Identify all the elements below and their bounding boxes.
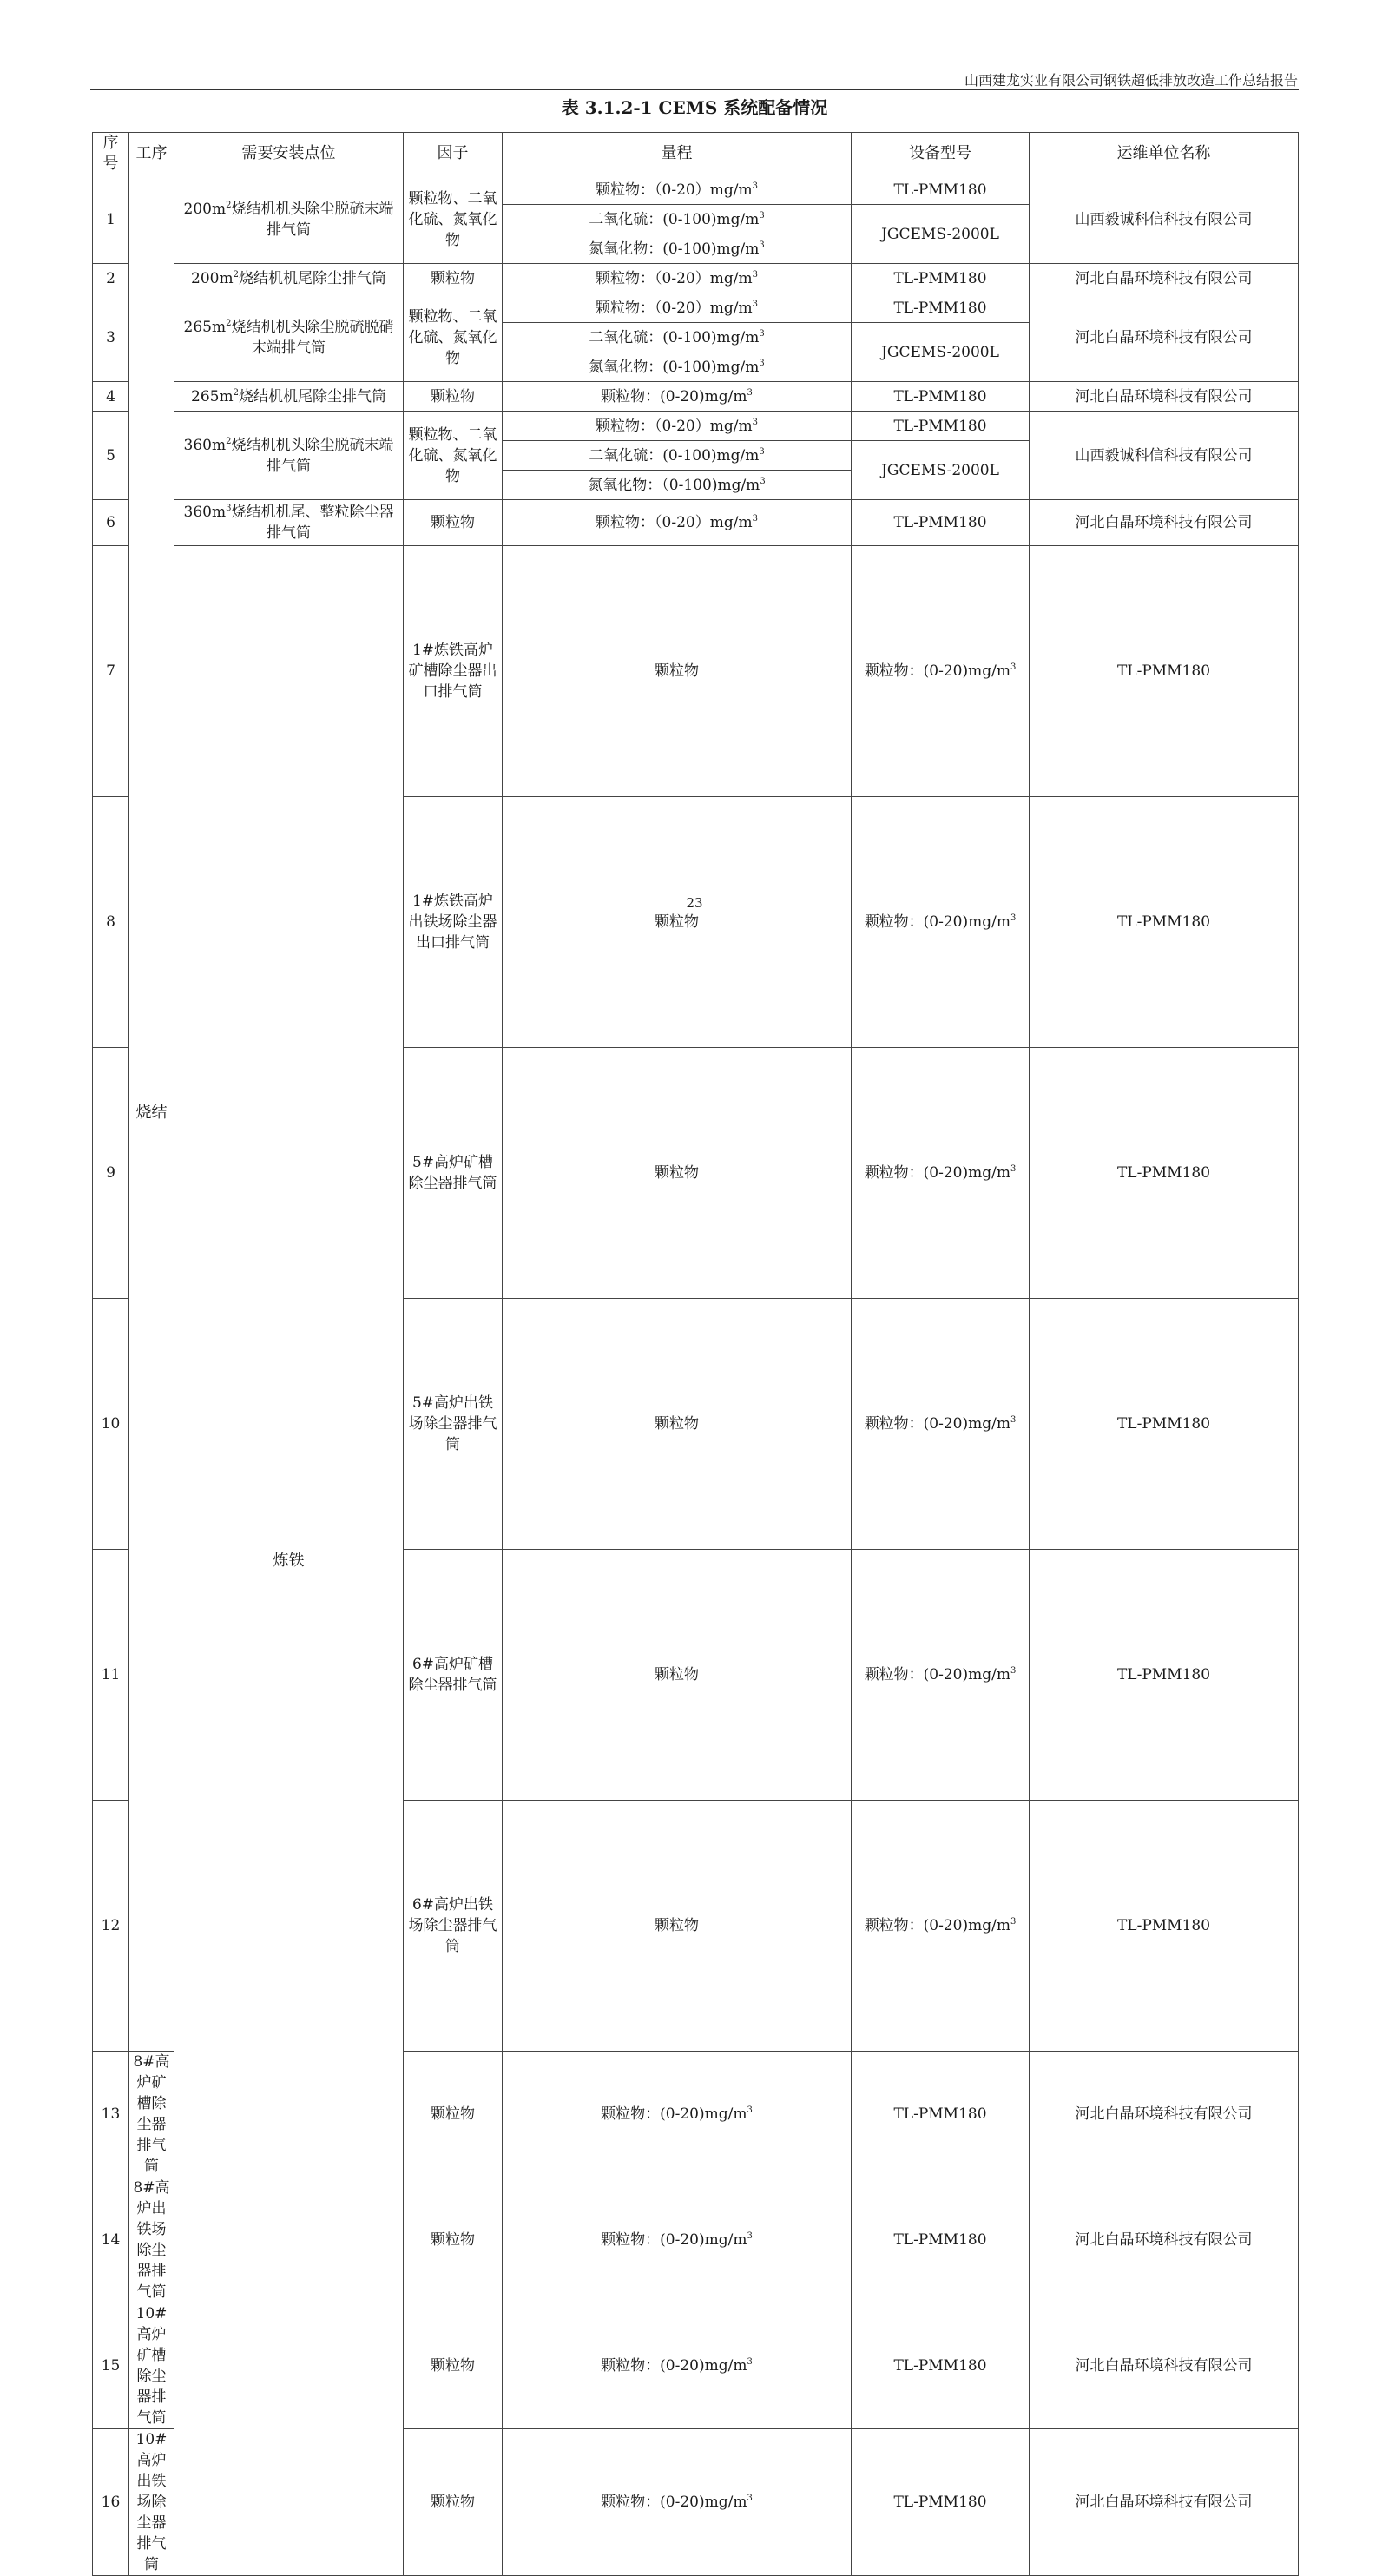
model-cell: TL-PMM180 [852,2303,1030,2429]
range-cell: 颗粒物：$(0-20)mg/m^3$ [852,1801,1030,2052]
model-cell: TL-PMM180 [852,500,1030,546]
header-divider [90,89,1299,90]
report-header-title: 山西建龙实业有限公司钢铁超低排放改造工作总结报告 [964,72,1298,89]
column-header: 需要安装点位 [174,133,404,175]
column-header: 序号 [93,133,129,175]
range-cell: 颗粒物：$(0-20)mg/m^3$ [503,2303,852,2429]
company-cell: 河北白晶环境科技有限公司 [1030,264,1299,293]
install-site: $265m^2$烧结机机头除尘脱硫脱硝末端排气筒 [174,293,404,382]
range-cell: 颗粒物：$(0-20)mg/m^3$ [503,412,852,441]
company-cell: 河北白晶环境科技有限公司 [1030,2052,1299,2177]
model-cell: TL-PMM180 [852,2429,1030,2576]
table-header-row [93,133,1299,175]
table-row [93,264,1299,293]
model-cell: TL-PMM180 [1030,1048,1299,1299]
model-cell: TL-PMM180 [1030,797,1299,1048]
column-header: 工序 [129,133,174,175]
model-cell: TL-PMM180 [852,412,1030,441]
company-cell: 河北白晶环境科技有限公司 [1030,382,1299,412]
company-cell: 河北白晶环境科技有限公司 [1030,2429,1299,2576]
range-cell: 氮氧化物：$(0-100)mg/m^3$ [503,234,852,264]
row-number: 6 [93,500,129,546]
company-cell: 河北白晶环境科技有限公司 [1030,500,1299,546]
range-cell: 氮氧化物：$(0-100)mg/m^3$ [503,352,852,382]
row-number: 9 [93,1048,129,1299]
range-cell: 颗粒物：$(0-20)mg/m^3$ [852,1550,1030,1801]
factor-cell: 颗粒物 [404,2429,503,2576]
company-cell: 山西毅诚科信科技有限公司 [1030,412,1299,500]
range-cell: 颗粒物：$(0-20)mg/m^3$ [503,382,852,412]
install-site: $265m^2$烧结机机尾除尘排气筒 [174,382,404,412]
install-site: 10#高炉出铁场除尘器排气筒 [129,2429,174,2576]
range-cell: 颗粒物：$(0-20)mg/m^3$ [852,1048,1030,1299]
factor-cell: 颗粒物 [503,1048,852,1299]
model-cell: TL-PMM180 [1030,1550,1299,1801]
model-cell: JGCEMS-2000L [852,441,1030,500]
row-number: 16 [93,2429,129,2576]
model-cell: JGCEMS-2000L [852,205,1030,264]
factor-cell: 颗粒物 [503,1801,852,2052]
install-site: $360m^3$烧结机机尾、整粒除尘器排气筒 [174,500,404,546]
table-row [93,175,1299,205]
range-cell: 二氧化硫：$(0-100)mg/m^3$ [503,323,852,352]
process-stage-cell: 炼铁 [174,546,404,2576]
model-cell: TL-PMM180 [852,175,1030,205]
factor-cell: 颗粒物 [404,2303,503,2429]
model-cell: TL-PMM180 [1030,1801,1299,2052]
row-number: 2 [93,264,129,293]
range-cell: 颗粒物：$(0-20)mg/m^3$ [503,2429,852,2576]
factor-cell: 颗粒物 [404,500,503,546]
range-cell: 颗粒物：$(0-20)mg/m^3$ [852,1299,1030,1550]
model-cell: TL-PMM180 [852,2052,1030,2177]
model-cell: TL-PMM180 [852,382,1030,412]
model-cell: JGCEMS-2000L [852,323,1030,382]
range-cell: 二氧化硫：$(0-100)mg/m^3$ [503,205,852,234]
range-cell: 颗粒物：$(0-20)mg/m^3$ [503,2177,852,2303]
cems-table [92,132,1299,2576]
install-site: 8#高炉矿槽除尘器排气筒 [129,2052,174,2177]
range-cell: 颗粒物：$(0-20)mg/m^3$ [503,293,852,323]
factor-cell: 颗粒物 [503,1299,852,1550]
install-site: 1#炼铁高炉出铁场除尘器出口排气筒 [404,797,503,1048]
model-cell: TL-PMM180 [1030,1299,1299,1550]
factor-cell: 颗粒物 [404,2052,503,2177]
column-header: 量程 [503,133,852,175]
range-cell: 颗粒物：$(0-20)mg/m^3$ [503,500,852,546]
company-cell: 山西毅诚科信科技有限公司 [1030,175,1299,264]
range-cell: 颗粒物：$(0-20)mg/m^3$ [503,2052,852,2177]
range-cell: 颗粒物：$(0-20)mg/m^3$ [503,264,852,293]
factor-cell: 颗粒物 [503,797,852,1048]
install-site: 6#高炉出铁场除尘器排气筒 [404,1801,503,2052]
range-cell: 氮氧化物：$(0-100)mg/m^3$ [503,471,852,500]
install-site: 8#高炉出铁场除尘器排气筒 [129,2177,174,2303]
row-number: 3 [93,293,129,382]
row-number: 12 [93,1801,129,2052]
row-number: 15 [93,2303,129,2429]
row-number: 11 [93,1550,129,1801]
company-cell: 河北白晶环境科技有限公司 [1030,2303,1299,2429]
install-site: $200m^2$烧结机机头除尘脱硫末端排气筒 [174,175,404,264]
install-site: $200m^2$烧结机机尾除尘排气筒 [174,264,404,293]
range-cell: 颗粒物：$(0-20)mg/m^3$ [503,175,852,205]
row-number: 7 [93,546,129,797]
range-cell: 二氧化硫：$(0-100)mg/m^3$ [503,441,852,471]
column-header: 设备型号 [852,133,1030,175]
factor-cell: 颗粒物 [503,546,852,797]
factor-cell: 颗粒物、二氧化硫、氮氧化物 [404,412,503,500]
factor-cell: 颗粒物 [404,2177,503,2303]
install-site: 6#高炉矿槽除尘器排气筒 [404,1550,503,1801]
install-site: 5#高炉出铁场除尘器排气筒 [404,1299,503,1550]
factor-cell: 颗粒物 [503,1550,852,1801]
page-number: 23 [686,895,703,911]
table-row [93,293,1299,323]
install-site: 5#高炉矿槽除尘器排气筒 [404,1048,503,1299]
row-number: 4 [93,382,129,412]
install-site: 1#炼铁高炉矿槽除尘器出口排气筒 [404,546,503,797]
install-site: $360m^2$烧结机机头除尘脱硫末端排气筒 [174,412,404,500]
row-number: 8 [93,797,129,1048]
process-stage-cell: 烧结 [129,175,174,2052]
row-number: 5 [93,412,129,500]
table-title: 表 3.1.2-1 CEMS 系统配备情况 [561,97,828,118]
column-header: 因子 [404,133,503,175]
model-cell: TL-PMM180 [852,2177,1030,2303]
model-cell: TL-PMM180 [1030,546,1299,797]
install-site: 10#高炉矿槽除尘器排气筒 [129,2303,174,2429]
row-number: 14 [93,2177,129,2303]
range-cell: 颗粒物：$(0-20)mg/m^3$ [852,546,1030,797]
factor-cell: 颗粒物、二氧化硫、氮氧化物 [404,293,503,382]
table-row [93,382,1299,412]
table-row [93,546,1299,797]
row-number: 1 [93,175,129,264]
company-cell: 河北白晶环境科技有限公司 [1030,293,1299,382]
company-cell: 河北白晶环境科技有限公司 [1030,2177,1299,2303]
model-cell: TL-PMM180 [852,293,1030,323]
factor-cell: 颗粒物、二氧化硫、氮氧化物 [404,175,503,264]
table-row [93,412,1299,441]
model-cell: TL-PMM180 [852,264,1030,293]
row-number: 10 [93,1299,129,1550]
factor-cell: 颗粒物 [404,382,503,412]
row-number: 13 [93,2052,129,2177]
table-row [93,500,1299,546]
column-header: 运维单位名称 [1030,133,1299,175]
range-cell: 颗粒物：$(0-20)mg/m^3$ [852,797,1030,1048]
factor-cell: 颗粒物 [404,264,503,293]
